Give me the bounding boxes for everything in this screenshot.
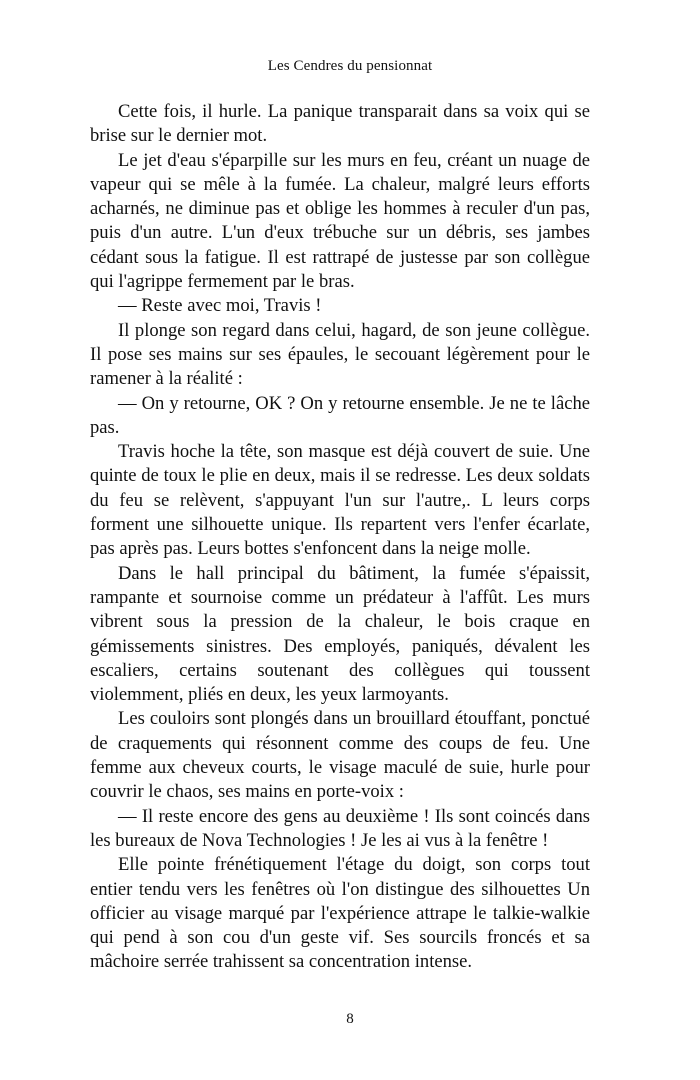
- paragraph: Dans le hall principal du bâtiment, la fumée s'épaissit, rampante et sournoise comme un prédateur à l'affût. Les murs vibrent sous la pression de la chaleur, le bois craque en gémissements sinistres. Des employés, paniqués, dévalent les escaliers, certains soutenant des collègues qui toussent violemment, pliés en deux, les yeux larmoyants.: [90, 562, 590, 706]
- paragraph: Le jet d'eau s'éparpille sur les murs en feu, créant un nuage de vapeur qui se mêle à la fumée. La chaleur, malgré leurs efforts acharnés, ne diminue pas et oblige les hommes à reculer d'un pas, puis d'un autre. L'un d'eux trébuche sur un débris, ses jambes cédant sous la fatigue. Il est rattrapé de justesse par son collègue qui l'agrippe fermement par le bras.: [90, 149, 590, 293]
- page-number: 8: [346, 1011, 354, 1027]
- dialogue-line: — On y retourne, OK ? On y retourne ensemble. Je ne te lâche pas.: [90, 392, 590, 438]
- paragraph: Les couloirs sont plongés dans un brouillard étouffant, ponctué de craquements qui résonnent comme des coups de feu. Une femme aux cheveux courts, le visage maculé de suie, hurle pour couvrir le chaos, ses mains en porte-voix :: [90, 708, 590, 803]
- paragraph: Elle pointe frénétiquement l'étage du doigt, son corps tout entier tendu vers les fenêtres où l'on distingue des silhouettes Un officier au visage marqué par l'expérience attrape le talkie-walkie qui pend à son cou d'un geste vif. Ses sourcils froncés et sa mâchoire serrée trahissent sa concentration intense.: [90, 854, 590, 973]
- dialogue-line: — Reste avec moi, Travis !: [118, 295, 322, 317]
- running-header-title: Les Cendres du pensionnat: [267, 58, 433, 74]
- body-text: [90, 100, 590, 975]
- dialogue-line: — Il reste encore des gens au deuxième ! Ils sont coincés dans les bureaux de Nova Technologies ! Je les ai vus à la fenêtre !: [90, 805, 590, 851]
- paragraph: Cette fois, il hurle. La panique transparait dans sa voix qui se brise sur le dernier mot.: [90, 101, 590, 147]
- paragraph: Travis hoche la tête, son masque est déjà couvert de suie. Une quinte de toux le plie en deux, mais il se redresse. Les deux soldats du feu se relèvent, s'appuyant l'un sur l'autre,. L leurs corps forment une silhouette unique. Ils repartent vers l'enfer écarlate, pas après pas. Leurs bottes s'enfoncent dans la neige molle.: [90, 441, 590, 560]
- paragraph: Il plonge son regard dans celui, hagard, de son jeune collègue. Il pose ses mains sur ses épaules, le secouant légèrement pour le ramener à la réalité :: [90, 319, 590, 390]
